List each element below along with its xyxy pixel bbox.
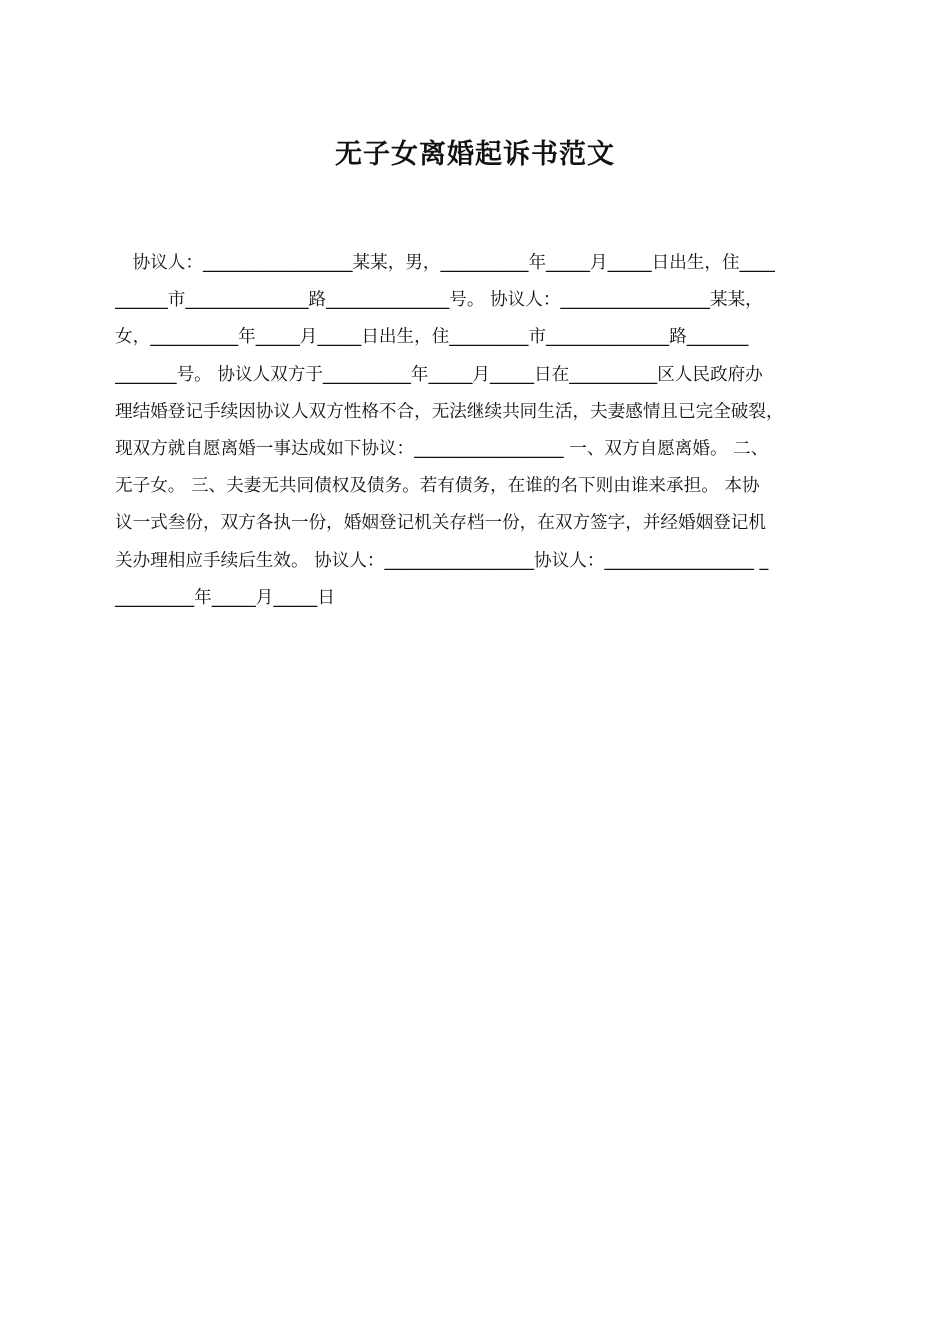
- body-line: 议一式叁份，双方各执一份，婚姻登记机关存档一份，在双方签字，并经婚姻登记机: [115, 513, 766, 534]
- body-line: 协议人：_________________某某，男，__________年_____月_____日出生，住____: [115, 253, 775, 273]
- agreement-body: [115, 245, 843, 617]
- body-line: _________年_____月_____日: [115, 587, 335, 608]
- body-line: ______市______________路______________号。 协议人：_________________某某，: [115, 290, 763, 311]
- body-line: 无子女。 三、夫妻无共同债权及债务。若有债务，在谁的名下则由谁来承担。 本协: [115, 476, 760, 497]
- body-line: _______号。 协议人双方于__________年_____月_____日在__________区人民政府办: [115, 364, 763, 385]
- body-line: 现双方就自愿离婚一事达成如下协议：_________________ 一、双方自愿离婚。 二、: [115, 439, 769, 460]
- body-line: 理结婚登记手续因协议人双方性格不合，无法继续共同生活，夫妻感情且已完全破裂，: [115, 401, 784, 422]
- body-line: 关办理相应手续后生效。 协议人：_________________协议人：_________________ _: [115, 550, 769, 571]
- document-title: 无子女离婚起诉书范文: [335, 139, 615, 170]
- body-line: 女，__________年_____月_____日出生，住_________市______________路_______: [115, 327, 749, 348]
